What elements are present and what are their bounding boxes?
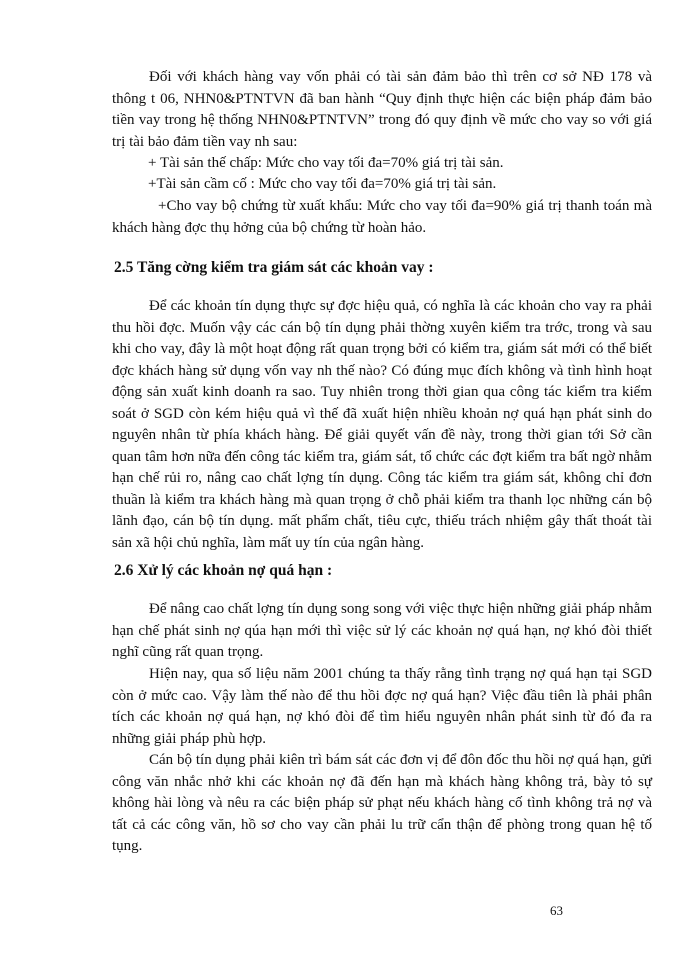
section-heading-2-5: 2.5 Tăng cờng kiểm tra giám sát các khoản vay : <box>114 259 434 276</box>
paragraph-section-2-6-b: Hiện nay, qua số liệu năm 2001 chúng ta thấy rằng tình trạng nợ quá hạn tại SGD còn ở mức cao. Vậy làm thế nào để thu hồi đợc nợ quá hạn? Việc đầu tiên là phải phân tích các khoản nợ quá hạn, nợ khó đòi để tìm hiểu nguyên nhân phát sinh từ đó đa ra những giải pháp phù hợp. <box>112 666 652 747</box>
bullet-export-documents: +Cho vay bộ chứng từ xuất khẩu: Mức cho vay tối đa=90% giá trị thanh toán mà khách hàng đợc thụ hởng của bộ chứng từ hoàn hảo. <box>112 198 652 236</box>
paragraph-collateral-intro: Đối với khách hàng vay vốn phải có tài sản đảm bảo thì trên cơ sở NĐ 178 và thông t 06, NHN0&PTNTVN đã ban hành “Quy định thực hiện các biện pháp đảm bảo tiền vay trong hệ thống NHN0&PTNTVN” trong đó quy định về mức cho vay so với giá trị tài bảo đảm tiền vay nh sau: <box>112 69 652 150</box>
section-heading-2-6: 2.6 Xử lý các khoản nợ quá hạn : <box>114 562 333 579</box>
paragraph-section-2-6-c: Cán bộ tín dụng phải kiên trì bám sát các đơn vị để đôn đốc thu hồi nợ quá hạn, gửi công văn nhắc nhở khi các khoản nợ đã đến hạn mà khách hàng không trả, bày tỏ sự không hài lòng và nêu ra các biện pháp sử phạt nếu khách hàng cố tình không trả nợ và tất cả các công văn, hồ sơ cho vay cần phải lu trữ cẩn thận để phòng trong quan hệ tố tụng. <box>112 752 652 854</box>
bullet-mortgage: + Tài sản thế chấp: Mức cho vay tối đa=70% giá trị tài sản. <box>148 155 504 171</box>
bullet-pledge: +Tài sản cầm cố : Mức cho vay tối đa=70% giá trị tài sản. <box>148 176 497 192</box>
page-number: 63 <box>550 903 563 918</box>
paragraph-section-2-5: Để các khoản tín dụng thực sự đợc hiệu quả, có nghĩa là các khoản cho vay ra phải thu hồi đợc. Muốn vậy các cán bộ tín dụng phải thờng xuyên kiểm tra trớc, trong và sau khi cho vay, đây là một hoạt động rất quan trọng bởi có kiểm tra, giám sát mới có thể biết đợc khách hàng sử dụng vốn vay nh thế nào? Có đúng mục đích không và tình hình hoạt động sản xuất kinh doanh ra sao. Tuy nhiên trong thời gian qua công tác kiểm tra kiểm soát ở SGD còn kém hiệu quả vì thế đã xuất hiện nhiều khoản nợ quá hạn phát sinh do nguyên nhân từ phía khách hàng. Để giải quyết vấn đề này, trong thời gian tới Sở cần quan tâm hơn nữa đến công tác kiểm tra, giám sát, tổ chức các đợt kiểm tra bất ngờ nhằm hạn chế rủi ro, nâng cao chất lợng tín dụng. Công tác kiểm tra giám sát, không chỉ đơn thuần là kiểm tra khách hàng mà quan trọng ở chỗ phải kiểm tra thanh lọc những cán bộ lãnh đạo, cán bộ tín dụng. mất phẩm chất, tiêu cực, thiếu trách nhiệm gây thất thoát tài sản xã hội chủ nghĩa, làm mất uy tín của ngân hàng. <box>112 298 652 551</box>
paragraph-section-2-6-a: Để nâng cao chất lợng tín dụng song song với việc thực hiện những giải pháp nhằm hạn chế phát sinh nợ qúa hạn mới thì việc sử lý các khoản nợ quá hạn, nợ khó đòi thiết nghĩ cũng rất quan trọng. <box>112 601 652 660</box>
